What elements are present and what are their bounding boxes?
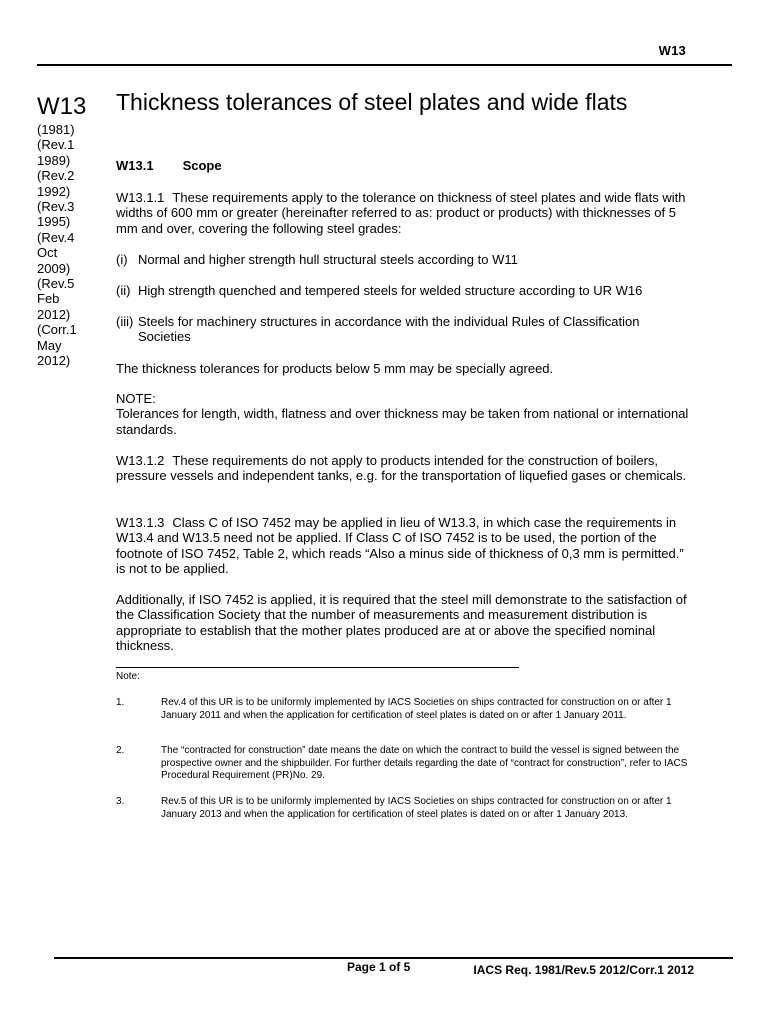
revision-line: 1992) bbox=[37, 183, 71, 199]
footnote-number: 1. bbox=[116, 697, 125, 708]
list-item-number: (i) bbox=[116, 252, 128, 267]
title-block bbox=[116, 88, 691, 116]
paragraph-w13-1-2 bbox=[116, 453, 696, 484]
footnote-label: Note: bbox=[116, 671, 140, 682]
list-item bbox=[116, 314, 696, 345]
revision-line: (1981) bbox=[37, 122, 75, 137]
footnote-item bbox=[116, 796, 701, 821]
revision-line: (Corr.1 bbox=[37, 322, 77, 338]
paragraph-text: Class C of ISO 7452 may be applied in lieu of W13.3, in which case the requirements in W13.4 and W13.5 need not be applied. If Class C of ISO 7452 is to be used, the portion of the footnote of ISO 7452, Table 2, which reads “Also a minus side of thickness of 0,3 mm is permitted.” is not to be applied. bbox=[116, 515, 684, 577]
revision-line: (Rev.2 bbox=[37, 168, 75, 184]
header-code: W13 bbox=[658, 43, 686, 58]
revision-line: 1989) bbox=[37, 152, 71, 168]
revision-history bbox=[37, 122, 107, 369]
paragraph-w13-1-3 bbox=[116, 515, 696, 577]
footnote-item bbox=[116, 697, 701, 722]
paragraph-additionally: Additionally, if ISO 7452 is applied, it is required that the steel mill demonstrate to the satisfaction of the Classification Society that the number of measurements and measurement distribution is appropriate to establish that the mother plates produced are at or above the specified nominal thickness. bbox=[116, 592, 687, 654]
paragraph-number: W13.1.1 bbox=[116, 190, 165, 205]
paragraph-text: These requirements do not apply to products intended for the construction of boilers, pressure vessels and independent tanks, e.g. for the transportation of liquefied gases or chemicals. bbox=[116, 453, 687, 484]
note-label: NOTE: bbox=[116, 391, 156, 406]
revision-line: Oct bbox=[37, 245, 58, 261]
footnote-text: Rev.5 of this UR is to be uniformly implemented by IACS Societies on ships contracted for construction on or after 1 January 2013 and when the application for certification of steel plates is dated on or after 1 January 2013. bbox=[161, 796, 672, 820]
footer-rule bbox=[54, 957, 733, 959]
paragraph-below-5mm: The thickness tolerances for products below 5 mm may be specially agreed. bbox=[116, 361, 554, 376]
revision-line: (Rev.3 bbox=[37, 199, 75, 215]
paragraph-text: These requirements apply to the tolerance on thickness of steel plates and wide flats with widths of 600 mm or greater (hereinafter referred to as: product or products) with thicknesses of 5 mm and over, covering the following steel grades: bbox=[116, 190, 686, 236]
list-item-text: High strength quenched and tempered steels for welded structure according to UR W16 bbox=[138, 283, 643, 298]
paragraph-w13-1-1 bbox=[116, 190, 696, 236]
footnote-number: 2. bbox=[116, 745, 125, 756]
revision-line: 1995) bbox=[37, 214, 71, 230]
section-label: Scope bbox=[182, 158, 222, 173]
revision-line: (Rev.1 bbox=[37, 137, 75, 153]
page-number: Page 1 of 5 bbox=[347, 960, 411, 974]
revision-line: Feb bbox=[37, 291, 60, 307]
footnote-rule bbox=[116, 667, 519, 668]
note-block bbox=[116, 391, 696, 437]
document-reference: IACS Req. 1981/Rev.5 2012/Corr.1 2012 bbox=[473, 963, 694, 977]
revision-line: May bbox=[37, 337, 62, 353]
sidebar-code: W13 bbox=[37, 93, 87, 120]
header-rule bbox=[37, 64, 732, 66]
paragraph-number: W13.1.3 bbox=[116, 515, 165, 530]
footnote-item bbox=[116, 745, 701, 783]
list-item-text: Normal and higher strength hull structural steels according to W11 bbox=[138, 252, 518, 267]
footnote-text: Rev.4 of this UR is to be uniformly implemented by IACS Societies on ships contracted for construction on or after 1 January 2011 and when the application for certification of steel plates is dated on or after 1 January 2011. bbox=[161, 697, 672, 721]
list-item-continuation: Societies bbox=[138, 329, 191, 345]
revision-line: 2009) bbox=[37, 260, 71, 276]
list-item bbox=[116, 283, 696, 298]
paragraph-number: W13.1.2 bbox=[116, 453, 165, 468]
list-item-text: Steels for machinery structures in accordance with the individual Rules of Classification bbox=[138, 314, 640, 329]
section-heading bbox=[116, 158, 222, 173]
footnote-text: The “contracted for construction” date means the date on which the contract to build the vessel is signed between the prospective owner and the shipbuilder. For further details regarding the date of “contract for construction”, refer to IACS Procedural Requirement (PR)No. 29. bbox=[161, 745, 688, 782]
list-item-number: (iii) bbox=[116, 314, 134, 329]
list-item bbox=[116, 252, 696, 267]
revision-line: 2012) bbox=[37, 306, 71, 322]
list-item-number: (ii) bbox=[116, 283, 131, 298]
footnote-number: 3. bbox=[116, 796, 125, 807]
revision-line: (Rev.4 bbox=[37, 229, 75, 245]
revision-line: (Rev.5 bbox=[37, 276, 75, 292]
document-title: Thickness tolerances of steel plates and wide flats bbox=[116, 89, 628, 115]
revision-line: 2012) bbox=[37, 353, 71, 369]
note-text: Tolerances for length, width, flatness and over thickness may be taken from national or international standards. bbox=[116, 406, 689, 437]
section-number: W13.1 bbox=[116, 158, 154, 173]
revision-sidebar bbox=[37, 94, 107, 369]
